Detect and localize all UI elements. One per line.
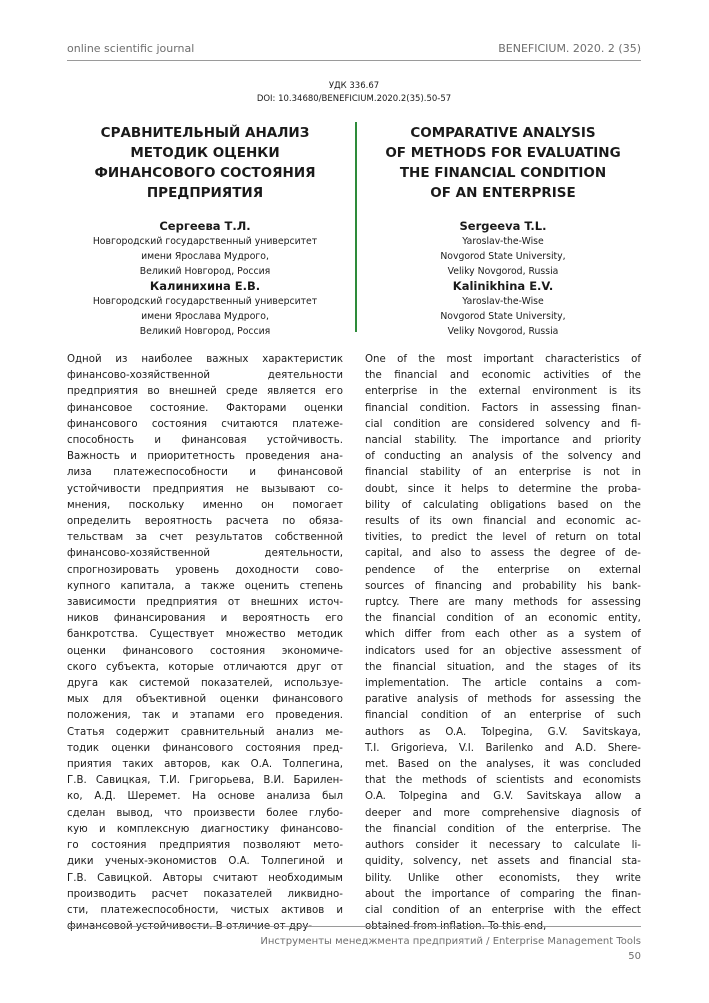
abstract-line: финансового состояния считаются платеже-	[67, 418, 343, 430]
abstract-line: authors consider it necessary to calculate li-	[365, 840, 641, 852]
title-en-line: THE FINANCIAL CONDITION	[399, 165, 607, 181]
affiliation-line: Veliky Novgorod, Russia	[447, 266, 559, 277]
abstract-ru	[67, 352, 343, 935]
author-affiliation	[67, 294, 343, 339]
abstract-line: дики ученых-экономистов О.А. Толпегиной и	[67, 856, 343, 868]
abstract-line: сделан вывод, что произвести более глубо-	[67, 807, 343, 819]
affiliation-line: Новгородский государственный университет	[92, 236, 318, 247]
abstract-line: мых для объективной оценки финансового	[67, 694, 343, 706]
affiliation-line: имени Ярослава Мудрого,	[141, 311, 269, 322]
author-name: Sergeeva T.L.	[459, 219, 547, 233]
affiliation-line: имени Ярослава Мудрого,	[141, 251, 269, 262]
abstract-line: производить расчет показателей ликвидно-	[67, 888, 343, 900]
abstract-en	[365, 352, 641, 935]
author-affiliation	[365, 294, 641, 339]
abstract-line: doubt, since it helps to determine the proba-	[365, 483, 641, 495]
journal-section: Инструменты менеджмента предприятий / Enterprise Management Tools	[260, 936, 641, 947]
abstract-line: устойчивости предприятия не вызывают со-	[67, 483, 343, 495]
abstract-line: parative analysis of methods for assessing the	[365, 694, 641, 706]
title-ru-line: СРАВНИТЕЛЬНЫЙ АНАЛИЗ	[100, 125, 310, 141]
abstract-line: ruptcy. There are many methods for assessing	[365, 597, 641, 609]
abstract-line: results of its own financial and economic ac-	[365, 516, 641, 528]
abstract-line: T.I. Grigorieva, V.I. Barilenko and A.D. Shere-	[365, 742, 641, 754]
abstract-line: capital, and also to assess the degree of de-	[365, 548, 641, 560]
abstract-line: спрогнозировать уровень доходности сово-	[67, 564, 343, 576]
author-name: Сергеева Т.Л.	[159, 219, 251, 233]
abstract-line: pendence of the enterprise on external	[365, 564, 641, 576]
running-header	[67, 42, 641, 55]
abstract-line: financial stability of an enterprise is not in	[365, 467, 641, 479]
abstract-line: финансовое состояние. Факторами оценки	[67, 402, 343, 414]
affiliation-line: Великий Новгород, Россия	[139, 326, 271, 337]
author-name: Kalinikhina E.V.	[452, 279, 554, 293]
abstract-line: cial condition of an enterprise with the effect	[365, 904, 641, 916]
abstract-line: of conducting an analysis of the solvency and	[365, 451, 641, 463]
affiliation-line: Yaroslav-the-Wise	[462, 236, 544, 247]
abstract-line: зависимости предприятия от внешних источ-	[67, 597, 343, 609]
title-ru	[67, 123, 343, 203]
abstract-line: deeper and more comprehensive diagnosis of	[365, 807, 641, 819]
title-ru-line: ФИНАНСОВОГО СОСТОЯНИЯ	[94, 165, 316, 181]
abstract-line: Статья содержит сравнительный анализ ме-	[67, 726, 343, 738]
authors-en	[365, 219, 641, 339]
abstract-line: that the methods of scientists and economists	[365, 775, 641, 787]
header-journal-issue: BENEFICIUM. 2020. 2 (35)	[498, 42, 641, 55]
abstract-line: друга как системой показателей, используе-	[67, 678, 343, 690]
abstract-line: the financial condition of the enterprise. The	[365, 823, 641, 835]
footer-rule	[67, 926, 641, 927]
abstract-line: лиза платежеспособности и финансовой	[67, 467, 343, 479]
abstract-line: bility. Unlike other economists, they write	[365, 872, 641, 884]
column-separator	[355, 122, 357, 332]
abstract-line: ко, А.Д. Шеремет. На основе анализа был	[67, 791, 343, 803]
abstract-line: тодик оценки финансового состояния пред-	[67, 742, 343, 754]
running-footer	[67, 934, 641, 964]
abstract-line: оценки финансового состояния экономиче-	[67, 645, 343, 657]
abstract-line: the financial and economic activities of the	[365, 370, 641, 382]
abstract-line: sources of financing and probability his bank-	[365, 580, 641, 592]
abstract-line: quidity, solvency, net assets and financial sta-	[365, 856, 641, 868]
header-rule	[67, 60, 641, 61]
affiliation-line: Новгородский государственный университет	[92, 296, 318, 307]
header-journal-type: online scientific journal	[67, 42, 195, 55]
udc-code: УДК 336.67	[328, 81, 380, 91]
abstract-line: obtained from inflation. To this end,	[365, 921, 547, 933]
abstract-line: bility of calculating obligations based on the	[365, 499, 641, 511]
abstract-line: определить вероятность расчета по обяза-	[67, 516, 343, 528]
title-en	[365, 123, 641, 203]
abstract-line: which differ from each other as a system of	[365, 629, 641, 641]
abstract-line: ников финансирования и вероятность его	[67, 613, 343, 625]
abstract-line: купного капитала, а также оценить степень	[67, 580, 343, 592]
abstract-line: банкротства. Существует множество методик	[67, 629, 343, 641]
abstract-line: implementation. The article contains a com-	[365, 678, 641, 690]
abstract-line: предприятия во внешней среде является его	[67, 386, 343, 398]
abstract-line: кую и комплексную диагностику финансово-	[67, 823, 343, 835]
abstract-line: about the importance of comparing the finan-	[365, 888, 641, 900]
affiliation-line: Великий Новгород, Россия	[139, 266, 271, 277]
abstract-line: Г.В. Савицкой. Авторы считают необходимым	[67, 872, 343, 884]
abstract-line: ского субъекта, которые отличаются друг от	[67, 661, 343, 673]
abstract-line: the financial condition of an economic entity,	[365, 613, 641, 625]
abstract-line: Важность и приоритетность проведения ана-	[67, 451, 343, 463]
doi[interactable]: DOI: 10.34680/BENEFICIUM.2020.2(35).50-57	[256, 94, 452, 104]
article-meta	[67, 80, 641, 106]
abstract-line: met. Based on the analyses, it was concluded	[365, 759, 641, 771]
authors-ru	[67, 219, 343, 339]
affiliation-line: Novgorod State University,	[440, 311, 566, 322]
abstract-line: способность и финансовая устойчивость.	[67, 435, 343, 447]
title-en-line: COMPARATIVE ANALYSIS	[410, 125, 596, 141]
abstract-line: Одной из наиболее важных характеристик	[67, 354, 343, 365]
abstract-line: indicators used for an objective assessment of	[365, 645, 641, 657]
abstract-line: authors as O.A. Tolpegina, G.V. Savitskaya,	[365, 726, 641, 738]
abstract-line: cial condition are considered solvency and fi-	[365, 418, 641, 430]
abstract-line: One of the most important characteristics of	[365, 354, 641, 365]
author-name: Калинихина Е.В.	[149, 279, 261, 293]
abstract-line: Г.В. Савицкая, Т.И. Григорьева, В.И. Барилен-	[67, 775, 343, 787]
abstract-line: приятия таких авторов, как О.А. Толпегина,	[67, 759, 343, 771]
abstract-line: тельствам за счет результатов собственной	[67, 532, 343, 544]
abstract-line: the financial situation, and the stages of its	[365, 661, 641, 673]
page-number: 50	[628, 951, 641, 962]
affiliation-line: Novgorod State University,	[440, 251, 566, 262]
author-affiliation	[67, 234, 343, 279]
abstract-line: финансово-хозяйственной деятельности,	[67, 548, 343, 560]
abstract-line: nancial stability. The importance and priority	[365, 435, 641, 447]
abstract-line: финансовой устойчивости. В отличие от дру-	[67, 921, 313, 933]
title-en-line: OF AN ENTERPRISE	[430, 185, 576, 201]
title-ru-line: МЕТОДИК ОЦЕНКИ	[130, 145, 280, 161]
abstract-line: O.A. Tolpegina and G.V. Savitskaya allow a	[365, 791, 641, 803]
abstract-line: мнения, поскольку именно он помогает	[67, 499, 343, 511]
abstract-line: сти, платежеспособности, чистых активов и	[67, 904, 343, 916]
abstract-line: tivities, to predict the level of return on total	[365, 532, 641, 544]
abstract-line: положения, так и этапами его проведения.	[67, 710, 343, 722]
title-ru-line: ПРЕДПРИЯТИЯ	[146, 185, 264, 201]
abstract-line: финансово-хозяйственной деятельности	[67, 370, 343, 382]
abstract-line: financial condition of an enterprise of such	[365, 710, 641, 722]
abstract-line: financial condition. Factors in assessing finan-	[365, 402, 641, 414]
author-affiliation	[365, 234, 641, 279]
title-en-line: OF METHODS FOR EVALUATING	[385, 145, 621, 161]
abstract-line: го состояния предприятия позволяют мето-	[67, 840, 343, 852]
abstract-line: enterprise in the external environment is its	[365, 386, 641, 398]
affiliation-line: Veliky Novgorod, Russia	[447, 326, 559, 337]
affiliation-line: Yaroslav-the-Wise	[462, 296, 544, 307]
